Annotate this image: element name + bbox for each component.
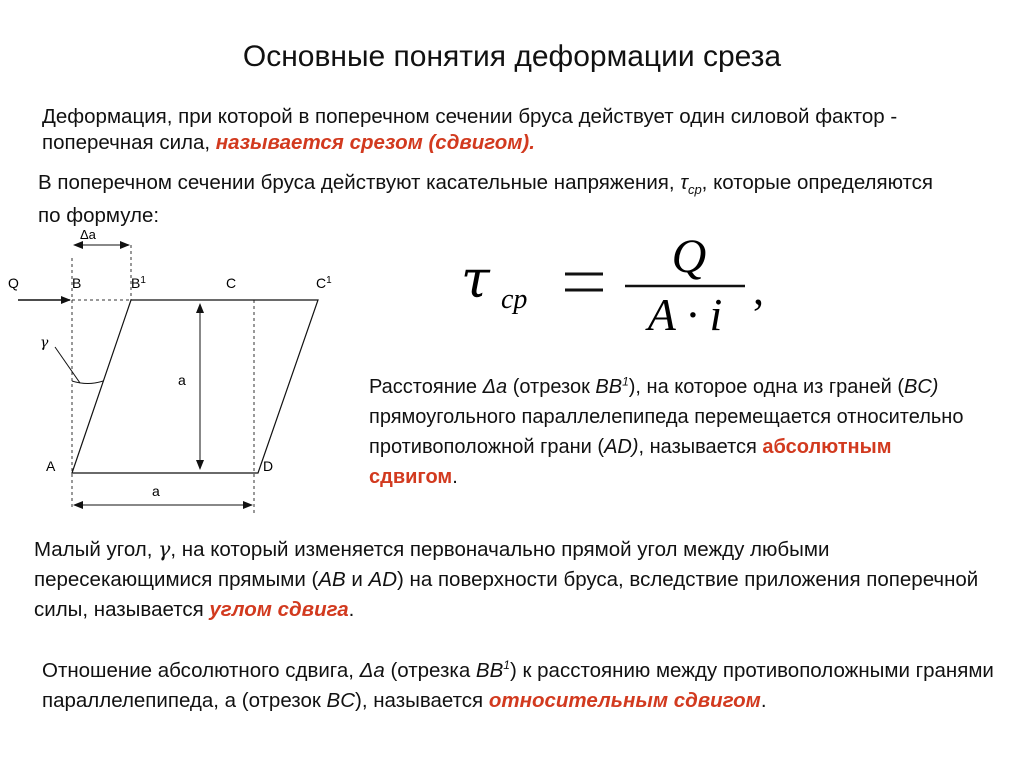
definition-shear-paragraph [42,104,942,156]
q-label: Q [8,275,19,291]
deformed-parallelogram [72,300,318,473]
point-b1-label: $B^1$ [131,275,146,291]
formula-comma: , [753,265,764,314]
width-a-label: a [152,483,160,499]
p4-text-2: , на который изменяется первоначально прямой угол между любыми пересекающимися прямыми ( [34,538,830,591]
p5-text-4: ), называется [355,689,489,712]
bc-inline: BC) [903,376,939,398]
bc-inline-2: BC [326,689,356,712]
formula-tau: τ [461,250,490,310]
shear-angle-highlight: углом сдвига [209,598,349,621]
page-title: Основные понятия деформации среза [242,40,782,73]
delta-a-inline-2: Δa [359,659,385,682]
delta-a-inline: Δa [482,376,508,398]
height-a-label: a [178,372,186,388]
formula-tau-subscript: cp [501,284,528,315]
stress-text: В поперечном сечении бруса действуют касательные напряжения, [38,171,681,194]
stress-text-end: , которые определяются по формуле: [38,171,934,228]
p5-text-5: . [760,689,767,712]
gamma-label: γ [40,335,49,351]
relative-shift-paragraph [42,656,1002,716]
gamma-angle-arc [72,381,103,384]
p5-text-1: Отношение абсолютного сдвига, [42,659,360,682]
definition-highlight: называется срезом (сдвигом). [215,131,535,154]
point-c1-label: $C^1$ [316,275,332,291]
p3-text-1: Расстояние [369,376,483,398]
p3-text-3: ), на которое одна из граней ( [628,376,904,398]
p3-text-4: прямоугольного параллелепипеда перемещается относительно противоположной грани ( [369,406,964,458]
point-b-label: B [72,275,82,291]
gamma-leader-line [55,347,80,383]
bb-inline: BB [595,376,623,398]
bb-inline-2: BB [475,659,504,682]
formula-denominator: A · i [647,289,723,340]
delta-a-label: Δa [80,227,96,242]
p4-text-5: . [348,598,355,621]
bb-superscript-2: 1 [503,658,510,673]
point-d-label: D [263,458,274,474]
tau-subscript: ср [687,182,702,198]
point-c-label: C [226,275,237,291]
p3-text-6: . [452,466,458,488]
definition-text: Деформация, при которой в поперечном сечении бруса действует один силовой фактор - поперечная сила, [42,105,898,154]
p3-text-2: (отрезок [507,376,596,398]
formula-numerator: Q [671,232,707,283]
shear-stress-formula [455,232,795,342]
p3-text-5: , называется [638,436,763,458]
p5-text-3: ) к расстоянию между противоположными гранями параллелепипеда, а (отрезок [42,659,994,712]
shear-angle-paragraph [34,534,994,625]
p4-text-4: ) на поверхности бруса, вследствие приложения поперечной силы, называется [34,568,979,621]
shear-diagram [0,220,360,520]
p5-text-2: (отрезка [384,659,476,682]
ab-inline: AB [318,568,346,591]
bb-superscript: 1 [622,374,629,389]
absolute-shift-highlight: абсолютным сдвигом [369,436,892,488]
ad-inline: AD) [604,436,639,458]
point-a-label: A [46,458,56,474]
absolute-shift-paragraph [369,372,969,492]
p4-text-1: Малый угол, [34,538,159,561]
gamma-inline: γ [158,537,171,561]
tau-symbol: τ [680,171,688,194]
ad-inline-2: AD [368,568,398,591]
relative-shift-highlight: относительным сдвигом [488,689,761,712]
p4-text-3: и [345,568,369,591]
